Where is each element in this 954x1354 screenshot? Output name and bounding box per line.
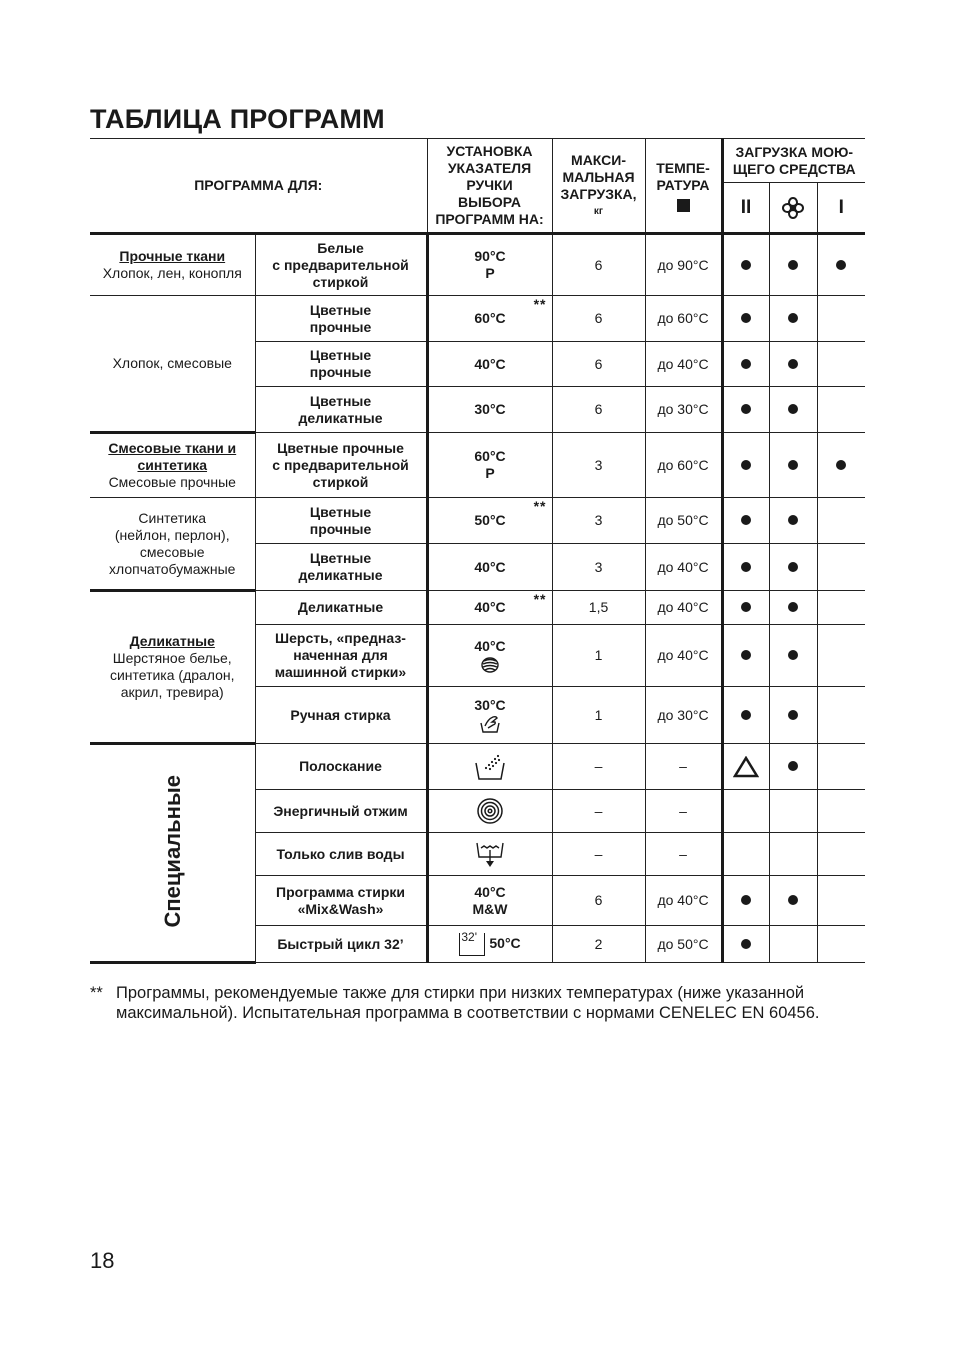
- header-program-for: ПРОГРАММА ДЛЯ:: [90, 139, 427, 234]
- program-cell: Энергичный отжим: [255, 790, 427, 833]
- basin-icon: 32': [459, 933, 485, 956]
- setting-cell: 40°C: [427, 342, 552, 387]
- category-cell: Специальные: [90, 744, 255, 963]
- table-row: [90, 234, 865, 296]
- temp-cell: до 50°C: [645, 498, 722, 544]
- setting-cell: 90°C P: [427, 234, 552, 296]
- bullet-icon: [788, 260, 798, 270]
- bullet-icon: [788, 562, 798, 572]
- bullet-icon: [741, 313, 751, 323]
- drain-icon: [475, 840, 505, 868]
- bullet-icon: [836, 460, 846, 470]
- temp-cell: до 40°C: [645, 876, 722, 926]
- load-cell: 6: [552, 342, 645, 387]
- bullet-icon: [741, 650, 751, 660]
- bullet-icon: [788, 650, 798, 660]
- load-cell: –: [552, 833, 645, 876]
- temp-cell: –: [645, 790, 722, 833]
- square-icon: [677, 199, 690, 212]
- page-number: 18: [90, 1248, 115, 1273]
- flower-icon: [781, 196, 805, 220]
- bullet-icon: [788, 895, 798, 905]
- header-max-load: МАКСИ- МАЛЬНАЯ ЗАГРУЗКА, кг: [552, 139, 645, 234]
- load-cell: 6: [552, 296, 645, 342]
- bullet-icon: [741, 359, 751, 369]
- bullet-icon: [788, 313, 798, 323]
- table-row: [90, 296, 865, 342]
- setting-cell: 40°C: [427, 625, 552, 687]
- table-row: [90, 433, 865, 498]
- setting-cell: 30°C: [427, 687, 552, 744]
- load-cell: 6: [552, 876, 645, 926]
- header-temperature: ТЕМПЕ- РАТУРА: [645, 139, 722, 234]
- bullet-icon: [788, 359, 798, 369]
- bullet-icon: [788, 602, 798, 612]
- setting-cell: 40°C: [427, 544, 552, 591]
- program-cell: Цветные прочные: [255, 342, 427, 387]
- bullet-icon: [788, 515, 798, 525]
- temp-cell: до 40°C: [645, 544, 722, 591]
- load-cell: 6: [552, 387, 645, 433]
- program-cell: Цветные деликатные: [255, 544, 427, 591]
- bullet-icon: [741, 404, 751, 414]
- wool-icon: [480, 655, 500, 673]
- temp-cell: –: [645, 744, 722, 790]
- category-cell: Синтетика (нейлон, перлон), смесовые хлопчатобумажные: [90, 498, 255, 591]
- program-cell: Белые с предварительной стиркой: [255, 234, 427, 296]
- bullet-icon: [788, 460, 798, 470]
- bullet-icon: [741, 939, 751, 949]
- header-detergent: ЗАГРУЗКА МОЮ- ЩЕГО СРЕДСТВА: [722, 139, 865, 183]
- temp-cell: до 40°C: [645, 591, 722, 625]
- table-row: [90, 744, 865, 790]
- temp-cell: до 40°C: [645, 625, 722, 687]
- table-row: [90, 498, 865, 544]
- bullet-icon: [741, 260, 751, 270]
- header-setting: УСТАНОВКА УКАЗАТЕЛЯ РУЧКИ ВЫБОРА ПРОГРАММ НА:: [427, 139, 552, 234]
- hand-wash-icon: [479, 714, 501, 734]
- program-table: [90, 138, 865, 964]
- category-cell: Прочные ткани Хлопок, лен, конопля: [90, 234, 255, 296]
- setting-cell: 32' 50°C: [427, 926, 552, 963]
- bullet-icon: [741, 895, 751, 905]
- compartment-softener: [769, 183, 817, 234]
- setting-cell: 40°C M&W: [427, 876, 552, 926]
- program-cell: Полоскание: [255, 744, 427, 790]
- program-cell: Цветные прочные: [255, 296, 427, 342]
- bullet-icon: [741, 562, 751, 572]
- setting-cell: 50°C **: [427, 498, 552, 544]
- setting-cell: 40°C **: [427, 591, 552, 625]
- table-row: [90, 591, 865, 625]
- bullet-icon: [788, 404, 798, 414]
- program-cell: Только слив воды: [255, 833, 427, 876]
- setting-cell: 60°C P: [427, 433, 552, 498]
- bullet-icon: [741, 460, 751, 470]
- load-cell: –: [552, 790, 645, 833]
- program-cell: Программа стирки «Mix&Wash»: [255, 876, 427, 926]
- program-cell: Быстрый цикл 32’: [255, 926, 427, 963]
- setting-cell: 30°C: [427, 387, 552, 433]
- setting-cell: [427, 744, 552, 790]
- load-cell: –: [552, 744, 645, 790]
- bullet-icon: [741, 602, 751, 612]
- bullet-icon: [741, 515, 751, 525]
- program-cell: Шерсть, «предназ- наченная для машинной стирки»: [255, 625, 427, 687]
- category-cell: Смесовые ткани и синтетика Смесовые прочные: [90, 433, 255, 498]
- bullet-icon: [788, 761, 798, 771]
- compartment-2: II: [722, 183, 769, 234]
- triangle-icon: [733, 756, 759, 778]
- temp-cell: до 50°C: [645, 926, 722, 963]
- bullet-icon: [788, 710, 798, 720]
- bullet-icon: [741, 710, 751, 720]
- rinse-icon: [474, 753, 506, 781]
- program-cell: Цветные прочные: [255, 498, 427, 544]
- program-cell: Деликатные: [255, 591, 427, 625]
- temp-cell: до 40°C: [645, 342, 722, 387]
- page-title: ТАБЛИЦА ПРОГРАММ: [90, 104, 385, 134]
- footnote: ** Программы, рекомендуемые также для стирки при низких температурах (ниже указанной максимальной). Испытательная программа в соответствии с нормами CENELEC EN 60456.: [90, 984, 820, 1022]
- program-cell: Ручная стирка: [255, 687, 427, 744]
- load-cell: 3: [552, 544, 645, 591]
- temp-cell: до 30°C: [645, 687, 722, 744]
- compartment-1: I: [817, 183, 865, 234]
- load-cell: 1: [552, 625, 645, 687]
- temp-cell: до 60°C: [645, 296, 722, 342]
- program-cell: Цветные прочные с предварительной стиркой: [255, 433, 427, 498]
- load-cell: 2: [552, 926, 645, 963]
- load-cell: 3: [552, 433, 645, 498]
- load-cell: 1: [552, 687, 645, 744]
- header-row: [90, 139, 865, 183]
- temp-cell: до 30°C: [645, 387, 722, 433]
- setting-cell: [427, 833, 552, 876]
- bullet-icon: [836, 260, 846, 270]
- category-cell: Хлопок, смесовые: [90, 296, 255, 433]
- setting-cell: 60°C **: [427, 296, 552, 342]
- spin-icon: [476, 797, 504, 825]
- program-cell: Цветные деликатные: [255, 387, 427, 433]
- load-cell: 1,5: [552, 591, 645, 625]
- temp-cell: до 60°C: [645, 433, 722, 498]
- temp-cell: до 90°C: [645, 234, 722, 296]
- load-cell: 6: [552, 234, 645, 296]
- setting-cell: [427, 790, 552, 833]
- temp-cell: –: [645, 833, 722, 876]
- load-cell: 3: [552, 498, 645, 544]
- category-cell: Деликатные Шерстяное белье, синтетика (дралон, акрил, тревира): [90, 591, 255, 744]
